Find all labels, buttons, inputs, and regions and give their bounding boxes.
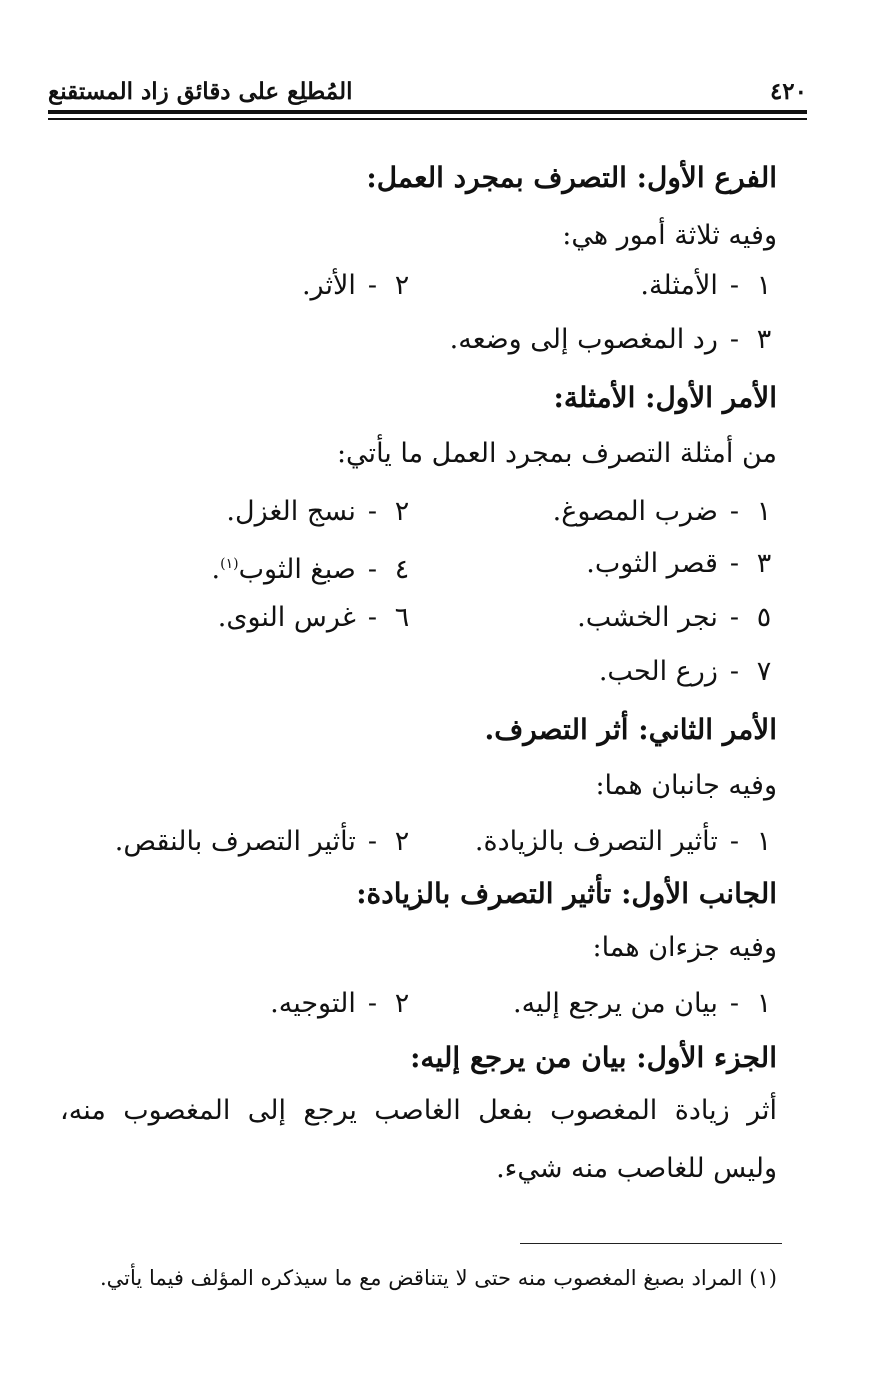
footnote-separator bbox=[520, 1243, 782, 1244]
list-item: ١-تأثير التصرف بالزيادة. bbox=[474, 826, 772, 857]
header-rule-thin bbox=[48, 118, 807, 120]
heading-examples: الأمر الأول: الأمثلة: bbox=[553, 381, 777, 414]
list-item: ٣-رد المغصوب إلى وضعه. bbox=[449, 324, 772, 355]
heading-effect: الأمر الثاني: أثر التصرف. bbox=[484, 713, 777, 746]
list-item: ٣-قصر الثوب. bbox=[586, 548, 772, 579]
page-header bbox=[48, 72, 807, 112]
intro-three-matters: وفيه ثلاثة أمور هي: bbox=[562, 220, 777, 251]
header-rule-thick bbox=[48, 110, 807, 114]
list-item: ٢-التوجيه. bbox=[270, 988, 410, 1019]
page-number: ٤٢٠ bbox=[769, 78, 807, 105]
list-item: ١-الأمثلة. bbox=[640, 270, 772, 301]
heading-side-one: الجانب الأول: تأثير التصرف بالزيادة: bbox=[356, 877, 777, 910]
heading-part-one: الجزء الأول: بيان من يرجع إليه: bbox=[410, 1041, 777, 1074]
list-item: ٥-نجر الخشب. bbox=[577, 602, 772, 633]
book-title: المُطلِع على دقائق زاد المستقنع bbox=[48, 78, 353, 105]
list-item: ٧-زرع الحب. bbox=[598, 656, 772, 687]
body-paragraph: أثر زيادة المغصوب بفعل الغاصب يرجع إلى المغصوب منه، وليس للغاصب منه شيء. bbox=[60, 1095, 777, 1184]
footnote: (١) المراد بصبغ المغصوب منه حتى لا يتناقض مع ما سيذكره المؤلف فيما يأتي. bbox=[100, 1266, 777, 1290]
list-item: ٤-صبغ الثوب$^{(١)}$. bbox=[211, 554, 410, 585]
footnote-marker: (١) bbox=[220, 556, 239, 572]
list-item: ١-ضرب المصوغ. bbox=[552, 496, 772, 527]
intro-two-parts: وفيه جزءان هما: bbox=[592, 932, 777, 963]
list-item: ٢-تأثير التصرف بالنقص. bbox=[114, 826, 410, 857]
intro-examples: من أمثلة التصرف بمجرد العمل ما يأتي: bbox=[336, 438, 777, 469]
list-item: ٦-غرس النوى. bbox=[217, 602, 410, 633]
heading-branch-one: الفرع الأول: التصرف بمجرد العمل: bbox=[366, 161, 777, 194]
list-item: ٢-نسج الغزل. bbox=[226, 496, 410, 527]
intro-two-sides: وفيه جانبان هما: bbox=[595, 770, 777, 801]
list-item: ٢-الأثر. bbox=[301, 270, 410, 301]
list-item: ١-بيان من يرجع إليه. bbox=[512, 988, 772, 1019]
